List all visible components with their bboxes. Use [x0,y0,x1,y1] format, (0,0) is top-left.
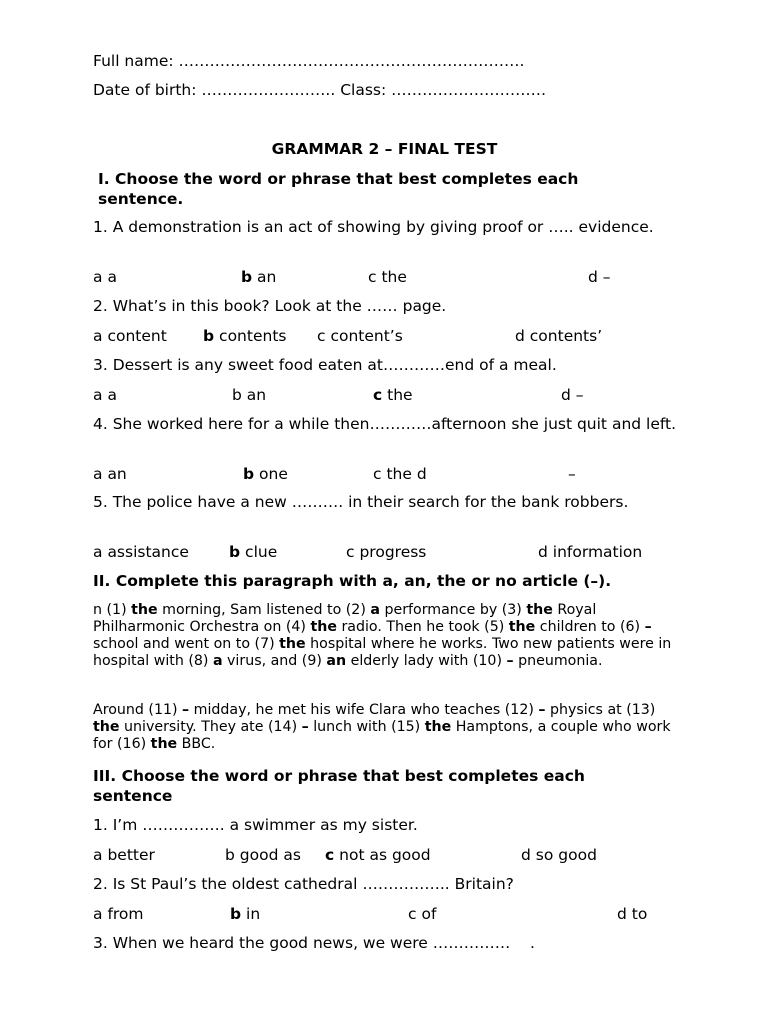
test-title: GRAMMAR 2 – FINAL TEST [271,140,498,158]
options-3-2 [93,905,683,924]
date-of-birth-class-line: Date of birth: …………………….. Class: ………………………… [93,81,547,99]
option-a[interactable]: a from [93,905,144,923]
question-3-1: 1. I’m ……………. a swimmer as my sister. [93,816,418,834]
option-b[interactable]: b good as [225,846,301,864]
option-c[interactable]: c the [373,386,413,404]
question-1-2: 2. What’s in this book? Look at the …… page. [93,297,447,315]
option-a[interactable]: a a [93,268,117,286]
section-2-heading: II. Complete this paragraph with a, an, the or no article (–). [93,572,612,590]
option-d[interactable]: d to [617,905,648,923]
options-1-3 [93,386,683,405]
options-1-4 [93,465,683,484]
option-c[interactable]: c progress [346,543,427,561]
paragraph-1: n (1) the morning, Sam listened to (2) a performance by (3) the Royal Philharmonic Orchestra on (4) the radio. Then he took (5) the children to (6) – school and went on to (7) the hospital where he works. Two new patients were in hospital with (8) a virus, and (9) an elderly lady with (10) – pneumonia. [93,602,672,669]
option-d[interactable]: d information [538,543,643,561]
section-3-heading: III. Choose the word or phrase that best completes each sentence [93,767,585,805]
question-1-5: 5. The police have a new ………. in their search for the bank robbers. [93,493,629,511]
option-b[interactable]: b an [232,386,267,404]
option-c[interactable]: c of [408,905,437,923]
question-1-1: 1. A demonstration is an act of showing by giving proof or ….. evidence. [93,218,654,236]
options-1-5 [93,543,683,562]
option-dash[interactable]: – [568,465,576,483]
paragraph-2: Around (11) – midday, he met his wife Clara who teaches (12) – physics at (13) the university. They ate (14) – lunch with (15) the Hamptons, a couple who work for (16) the BBC. [93,702,671,752]
option-a[interactable]: a better [93,846,155,864]
full-name-line: Full name: …………………………………………………………. [93,52,525,70]
options-1-1 [93,268,683,287]
option-c[interactable]: c the [368,268,407,286]
question-1-3: 3. Dessert is any sweet food eaten at…………end of a meal. [93,356,557,374]
option-d[interactable]: d so good [521,846,597,864]
question-3-2: 2. Is St Paul’s the oldest cathedral …………….. Britain? [93,875,514,893]
question-1-4: 4. She worked here for a while then…………afternoon she just quit and left. [93,415,677,433]
option-c[interactable]: c not as good [325,846,431,864]
option-a[interactable]: a a [93,386,117,404]
option-c[interactable]: c content’s [317,327,403,345]
option-a[interactable]: a assistance [93,543,189,561]
option-b[interactable]: b one [243,465,288,483]
option-d[interactable]: d – [588,268,611,286]
option-a[interactable]: a an [93,465,127,483]
option-c[interactable]: c the d [373,465,427,483]
option-b[interactable]: b contents [203,327,287,345]
option-b[interactable]: b an [241,268,277,286]
question-3-3: 3. When we heard the good news, we were …………… . [93,934,535,952]
option-b[interactable]: b in [230,905,261,923]
section-1-heading: I. Choose the word or phrase that best completes each sentence. [98,170,579,208]
option-d[interactable]: d contents’ [515,327,603,345]
options-3-1 [93,846,683,865]
option-b[interactable]: b clue [229,543,278,561]
option-a[interactable]: a content [93,327,167,345]
option-d[interactable]: d – [561,386,584,404]
options-1-2 [93,327,683,346]
